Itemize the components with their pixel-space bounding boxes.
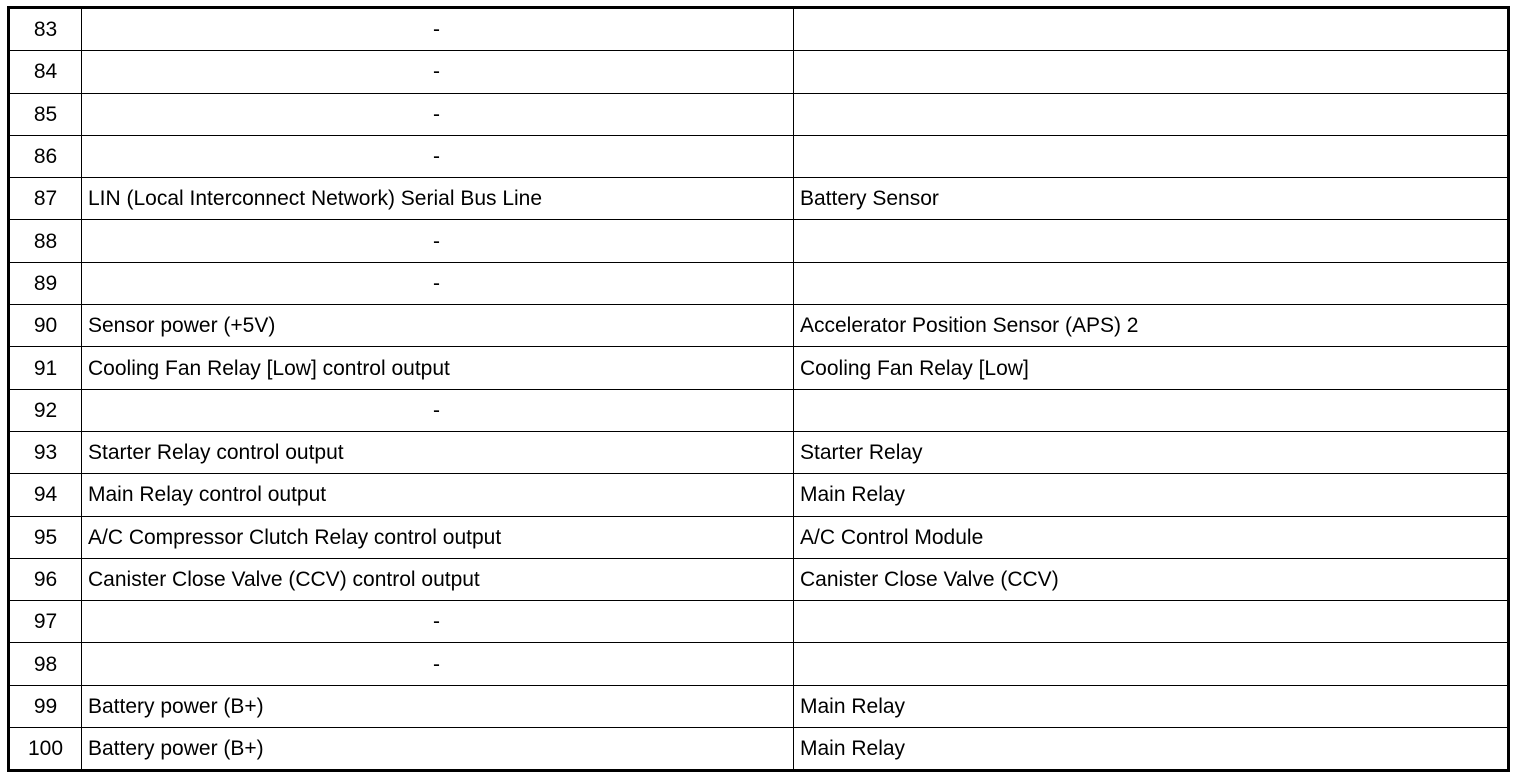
pin-description-cell: - [82, 262, 794, 304]
pin-description-cell: LIN (Local Interconnect Network) Serial Bus Line [82, 178, 794, 220]
pin-description-cell: - [82, 51, 794, 93]
pin-number-cell: 99 [9, 685, 82, 727]
pin-number-cell: 84 [9, 51, 82, 93]
pin-description-cell: - [82, 643, 794, 685]
pin-description-cell: Main Relay control output [82, 474, 794, 516]
pin-number-cell: 94 [9, 474, 82, 516]
connected-to-cell [794, 389, 1509, 431]
connected-to-cell: Cooling Fan Relay [Low] [794, 347, 1509, 389]
pin-description-cell: Cooling Fan Relay [Low] control output [82, 347, 794, 389]
table-row [9, 474, 1509, 516]
table-row [9, 220, 1509, 262]
table-row [9, 8, 1509, 51]
table-row [9, 516, 1509, 558]
pin-description-cell: Sensor power (+5V) [82, 305, 794, 347]
pin-description-cell: A/C Compressor Clutch Relay control output [82, 516, 794, 558]
table-row [9, 558, 1509, 600]
connected-to-cell: Canister Close Valve (CCV) [794, 558, 1509, 600]
pin-description-cell: - [82, 93, 794, 135]
pin-number-cell: 85 [9, 93, 82, 135]
pin-description-cell: - [82, 8, 794, 51]
pin-number-cell: 97 [9, 601, 82, 643]
pin-description-cell: - [82, 220, 794, 262]
pin-number-cell: 87 [9, 178, 82, 220]
pin-number-cell: 91 [9, 347, 82, 389]
connected-to-cell [794, 262, 1509, 304]
table-row [9, 93, 1509, 135]
pin-number-cell: 83 [9, 8, 82, 51]
connected-to-cell: A/C Control Module [794, 516, 1509, 558]
pin-number-cell: 90 [9, 305, 82, 347]
connected-to-cell [794, 51, 1509, 93]
table-row [9, 178, 1509, 220]
pin-description-cell: - [82, 389, 794, 431]
connected-to-cell [794, 8, 1509, 51]
pin-description-cell: Canister Close Valve (CCV) control output [82, 558, 794, 600]
table-row [9, 389, 1509, 431]
connected-to-cell: Battery Sensor [794, 178, 1509, 220]
table-row [9, 262, 1509, 304]
pin-description-table [7, 6, 1510, 772]
connected-to-cell [794, 601, 1509, 643]
pin-number-cell: 86 [9, 135, 82, 177]
pin-number-cell: 89 [9, 262, 82, 304]
pin-description-cell: Battery power (B+) [82, 728, 794, 771]
table-row [9, 347, 1509, 389]
connected-to-cell: Accelerator Position Sensor (APS) 2 [794, 305, 1509, 347]
pin-description-cell: Battery power (B+) [82, 685, 794, 727]
connected-to-cell: Starter Relay [794, 431, 1509, 473]
pin-number-cell: 95 [9, 516, 82, 558]
pin-number-cell: 92 [9, 389, 82, 431]
table-row [9, 135, 1509, 177]
pin-description-cell: - [82, 135, 794, 177]
pin-description-cell: Starter Relay control output [82, 431, 794, 473]
connected-to-cell [794, 643, 1509, 685]
table-row [9, 601, 1509, 643]
pin-description-cell: - [82, 601, 794, 643]
connected-to-cell: Main Relay [794, 474, 1509, 516]
table-row [9, 305, 1509, 347]
pin-number-cell: 88 [9, 220, 82, 262]
pin-number-cell: 96 [9, 558, 82, 600]
connected-to-cell [794, 93, 1509, 135]
table-row [9, 51, 1509, 93]
pin-number-cell: 98 [9, 643, 82, 685]
table-row [9, 685, 1509, 727]
connected-to-cell: Main Relay [794, 685, 1509, 727]
table-row [9, 728, 1509, 771]
pin-table-body [9, 8, 1509, 771]
connected-to-cell: Main Relay [794, 728, 1509, 771]
connected-to-cell [794, 135, 1509, 177]
table-row [9, 431, 1509, 473]
pin-number-cell: 100 [9, 728, 82, 771]
connected-to-cell [794, 220, 1509, 262]
pin-number-cell: 93 [9, 431, 82, 473]
table-row [9, 643, 1509, 685]
